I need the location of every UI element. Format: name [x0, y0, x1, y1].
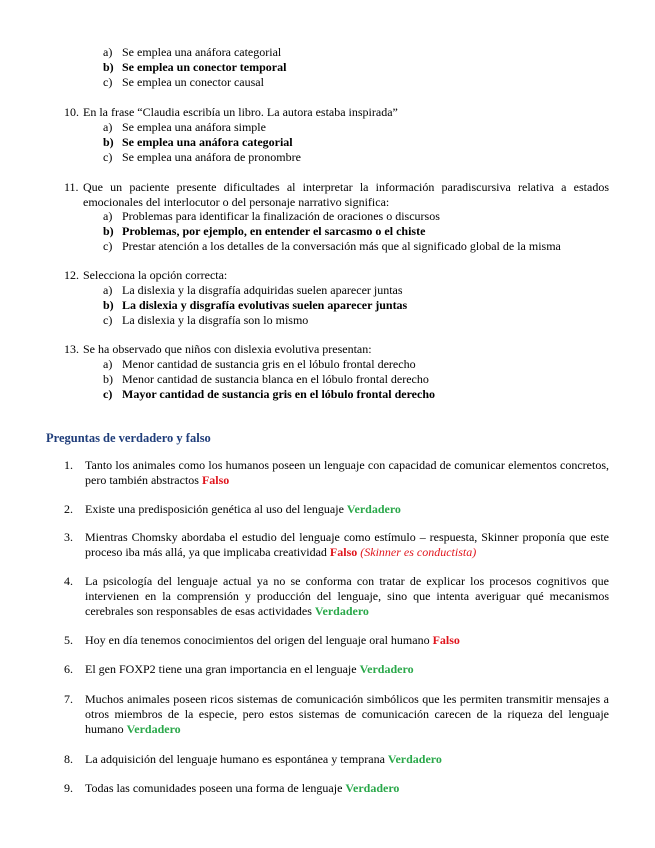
q12-option-a: a) La dislexia y la disgrafía adquiridas suelen aparecer juntas: [103, 283, 403, 297]
q9-option-b-correct: b) Se emplea un conector temporal: [103, 60, 287, 74]
answer-falso: Falso: [329, 545, 358, 559]
tf-item-1: 1. Tanto los animales como los humanos poseen un lenguaje con capacidad de comunicar elementos concretos, pero también abstractos Falso: [64, 458, 609, 487]
tf-item-2: 2. Existe una predisposición genética al uso del lenguaje Verdadero: [64, 502, 401, 516]
q12-option-c: c) La dislexia y la disgrafía son lo mismo: [103, 313, 309, 327]
q12-option-b-correct: b) La dislexia y disgrafía evolutivas suelen aparecer juntas: [103, 298, 408, 312]
tf-item-9: 9. Todas las comunidades poseen una forma de lenguaje Verdadero: [64, 781, 400, 795]
answer-note: (Skinner es conductista): [360, 545, 477, 559]
q10-option-b-correct: b) Se emplea una anáfora categorial: [103, 135, 293, 149]
q11-option-a: a) Problemas para identificar la finalización de oraciones o discursos: [103, 209, 440, 223]
q10-option-a: a) Se emplea una anáfora simple: [103, 120, 266, 134]
q13-option-b: b) Menor cantidad de sustancia blanca en el lóbulo frontal derecho: [103, 372, 429, 386]
q9-option-a: a) Se emplea una anáfora categorial: [103, 45, 282, 59]
tf-item-3: 3. Mientras Chomsky abordaba el estudio del lenguaje como estímulo – respuesta, Skinner proponía que este proceso iba más allá, ya que implicaba creatividad Falso (Skinner es conductista): [64, 530, 609, 559]
question-12: 12. Selecciona la opción correcta:: [64, 268, 228, 282]
question-11: 11. Que un paciente presente dificultades al interpretar la información paradiscursiva relativa a estados emocionales del interlocutor o del personaje narrativo significa:: [64, 180, 609, 209]
answer-verdadero: Verdadero: [387, 752, 442, 766]
answer-falso: Falso: [201, 473, 230, 487]
tf-item-7: 7. Muchos animales poseen ricos sistemas de comunicación simbólicos que les permiten transmitir mensajes a otros miembros de la especie, pero estos sistemas de comunicación carecen de la riqueza del lenguaje humano Verdadero: [64, 692, 609, 736]
answer-verdadero: Verdadero: [126, 722, 181, 736]
answer-falso: Falso: [432, 633, 460, 647]
q10-option-c: c) Se emplea una anáfora de pronombre: [103, 150, 301, 164]
q11-option-c: c) Prestar atención a los detalles de la conversación más que al significado global de la misma: [103, 239, 561, 253]
answer-verdadero: Verdadero: [345, 781, 400, 795]
tf-item-4: 4. La psicología del lenguaje actual ya no se conforma con tratar de explicar los procesos cognitivos que intervienen en la comprensión y producción del lenguaje, sino que intenta averiguar qué mecanismos cerebrales son responsables de esas actividades Verdadero: [64, 574, 609, 618]
q13-option-c-correct: c) Mayor cantidad de sustancia gris en el lóbulo frontal derecho: [103, 387, 436, 401]
question-10: 10. En la frase “Claudia escribía un libro. La autora estaba inspirada”: [64, 105, 398, 119]
tf-item-5: 5. Hoy en día tenemos conocimientos del origen del lenguaje oral humano Falso: [64, 633, 460, 647]
tf-item-8: 8. La adquisición del lenguaje humano es espontánea y temprana Verdadero: [64, 752, 442, 766]
q9-option-c: c) Se emplea un conector causal: [103, 75, 264, 89]
q13-option-a: a) Menor cantidad de sustancia gris en el lóbulo frontal derecho: [103, 357, 416, 371]
answer-verdadero: Verdadero: [359, 662, 414, 676]
q11-option-b-correct: b) Problemas, por ejemplo, en entender el sarcasmo o el chiste: [103, 224, 426, 238]
question-13: 13. Se ha observado que niños con dislexia evolutiva presentan:: [64, 342, 372, 356]
tf-item-6: 6. El gen FOXP2 tiene una gran importancia en el lenguaje Verdadero: [64, 662, 414, 676]
answer-verdadero: Verdadero: [314, 604, 369, 618]
section-heading: Preguntas de verdadero y falso: [46, 431, 211, 445]
answer-verdadero: Verdadero: [346, 502, 401, 516]
